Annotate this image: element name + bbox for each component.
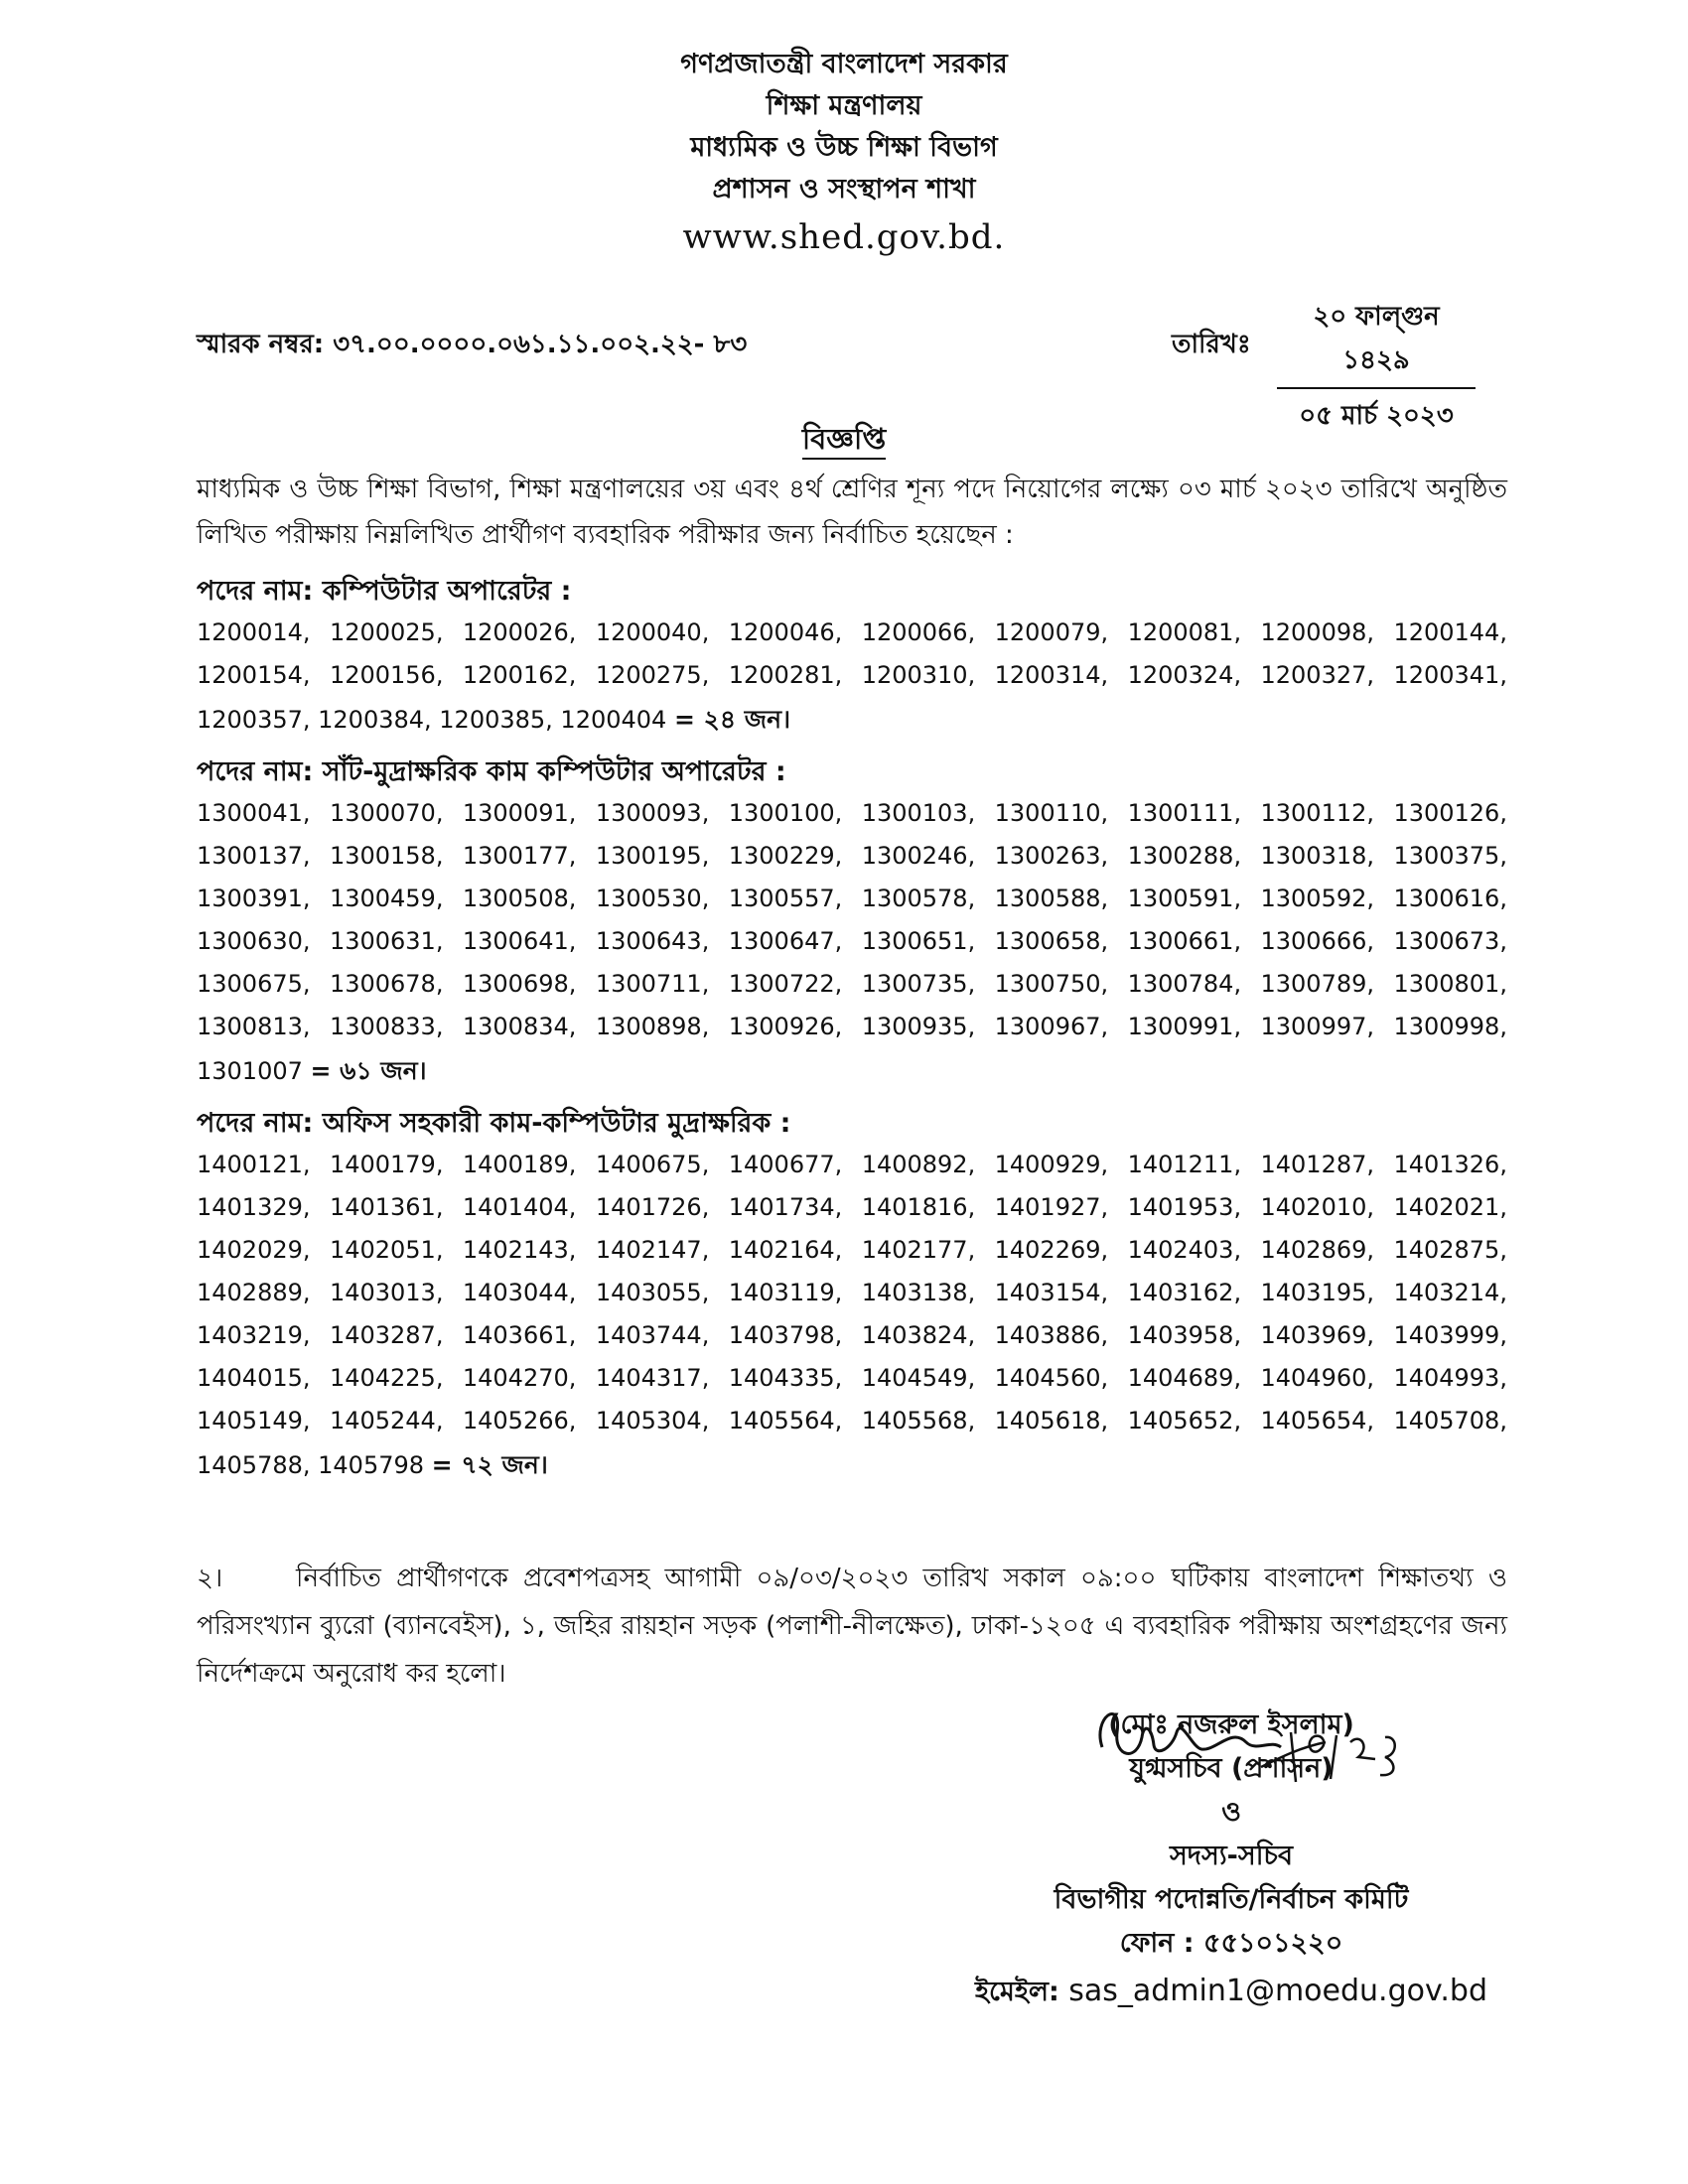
roll-number: 1401726, (595, 1193, 710, 1221)
roll-number: 1300100, (728, 799, 843, 827)
roll-number: 1300658, (994, 927, 1109, 955)
roll-number: 1300459, (329, 885, 444, 912)
roll-number: 1401211, (1127, 1151, 1242, 1178)
roll-number: 1300750, (994, 970, 1109, 998)
roll-number: 1402164, (728, 1236, 843, 1264)
roll-number-row (197, 1400, 1507, 1442)
roll-number: 1404560, (994, 1364, 1109, 1392)
roll-number: 1300833, (329, 1013, 444, 1040)
roll-number: 1403013, (329, 1279, 444, 1306)
roll-number-row (197, 835, 1507, 878)
roll-number-row (197, 612, 1507, 654)
roll-number: 1402010, (1260, 1193, 1375, 1221)
roll-number: 1300898, (595, 1013, 710, 1040)
roll-number: 1401816, (861, 1193, 976, 1221)
roll-number: 1300641, (462, 927, 577, 955)
letterhead (0, 44, 1688, 262)
roll-number: 1300834, (462, 1013, 577, 1040)
roll-number: 1405564, (728, 1407, 843, 1434)
notice-title-text: বিজ্ঞপ্তি (802, 422, 886, 460)
post-sections (197, 572, 1507, 1488)
roll-number: 1300070, (329, 799, 444, 827)
roll-number: 1300318, (1260, 842, 1375, 870)
notice-body (197, 467, 1507, 1488)
roll-number: 1300935, (861, 1013, 976, 1040)
signatory-committee: বিভাগীয় পদোন্নতি/নির্বাচন কমিটি (1054, 1884, 1409, 1915)
roll-number: 1300110, (994, 799, 1109, 827)
roll-number: 1300091, (462, 799, 577, 827)
roll-number: 1300288, (1127, 842, 1242, 870)
roll-number: 1200162, (462, 661, 577, 689)
roll-number: 1300711, (595, 970, 710, 998)
roll-number: 1405244, (329, 1407, 444, 1434)
roll-number-row (197, 1272, 1507, 1314)
roll-number: 1200144, (1393, 618, 1507, 646)
candidate-count: = ৭২ জন। (431, 1450, 548, 1479)
roll-number: 1300375, (1393, 842, 1507, 870)
ministry-name: শিক্ষা মন্ত্রণালয় (766, 90, 922, 121)
roll-number: 1200341, (1393, 661, 1507, 689)
roll-number: 1401953, (1127, 1193, 1242, 1221)
roll-number-last-row (197, 697, 1507, 743)
roll-number: 1300041, (197, 799, 311, 827)
roll-number: 1403214, (1393, 1279, 1507, 1306)
roll-number: 1300673, (1393, 927, 1507, 955)
roll-number-row (197, 963, 1507, 1006)
roll-number: 1300813, (197, 1013, 311, 1040)
roll-number: 1200098, (1260, 618, 1375, 646)
roll-number: 1400675, (595, 1151, 710, 1178)
roll-number-tail: 1405788, 1405798 (197, 1451, 425, 1479)
roll-number-row (197, 1229, 1507, 1272)
roll-number: 1405568, (861, 1407, 976, 1434)
roll-number: 1300592, (1260, 885, 1375, 912)
date-bangla: ২০ ফাল্গুন ১৪২৯ (1277, 296, 1476, 389)
roll-number: 1405654, (1260, 1407, 1375, 1434)
roll-number-tail: 1200357, 1200384, 1200385, 1200404 (197, 706, 667, 734)
roll-number: 1200025, (329, 618, 444, 646)
government-name: গণপ্রজাতন্ত্রী বাংলাদেশ সরকার (680, 49, 1008, 79)
roll-number: 1300926, (728, 1013, 843, 1040)
roll-number: 1402143, (462, 1236, 577, 1264)
roll-number: 1300991, (1127, 1013, 1242, 1040)
roll-number: 1200046, (728, 618, 843, 646)
roll-number: 1300508, (462, 885, 577, 912)
roll-number: 1200066, (861, 618, 976, 646)
roll-number: 1300158, (329, 842, 444, 870)
roll-number: 1200324, (1127, 661, 1242, 689)
roll-number: 1403824, (861, 1321, 976, 1349)
roll-number-row (197, 654, 1507, 697)
roll-number: 1404960, (1260, 1364, 1375, 1392)
roll-number: 1404335, (728, 1364, 843, 1392)
branch-name: প্রশাসন ও সংস্থাপন শাখা (712, 174, 976, 205)
roll-number: 1403287, (329, 1321, 444, 1349)
roll-number: 1200281, (728, 661, 843, 689)
roll-number: 1300263, (994, 842, 1109, 870)
roll-number: 1401329, (197, 1193, 311, 1221)
roll-number: 1300126, (1393, 799, 1507, 827)
roll-number: 1300530, (595, 885, 710, 912)
roll-number: 1403044, (462, 1279, 577, 1306)
roll-number: 1300801, (1393, 970, 1507, 998)
post-section (197, 572, 1507, 743)
roll-number: 1400189, (462, 1151, 577, 1178)
roll-number: 1200026, (462, 618, 577, 646)
roll-number: 1400892, (861, 1151, 976, 1178)
roll-number: 1401404, (462, 1193, 577, 1221)
roll-number: 1402875, (1393, 1236, 1507, 1264)
roll-number: 1403055, (595, 1279, 710, 1306)
paragraph-number: ২। (197, 1564, 223, 1593)
roll-number: 1405304, (595, 1407, 710, 1434)
roll-number: 1401927, (994, 1193, 1109, 1221)
candidate-count: = ৬১ জন। (310, 1056, 427, 1085)
roll-number: 1405708, (1393, 1407, 1507, 1434)
instruction-paragraph (197, 1555, 1507, 1698)
roll-number: 1401361, (329, 1193, 444, 1221)
roll-number: 1300137, (197, 842, 311, 870)
roll-number: 1300998, (1393, 1013, 1507, 1040)
roll-number: 1400121, (197, 1151, 311, 1178)
roll-number: 1404549, (861, 1364, 976, 1392)
roll-number: 1200275, (595, 661, 710, 689)
roll-number-row (197, 1186, 1507, 1229)
roll-number: 1200327, (1260, 661, 1375, 689)
roll-number-row (197, 792, 1507, 835)
roll-number: 1300631, (329, 927, 444, 955)
roll-number: 1403138, (861, 1279, 976, 1306)
roll-number-row (197, 1144, 1507, 1186)
roll-number: 1402021, (1393, 1193, 1507, 1221)
roll-number: 1300588, (994, 885, 1109, 912)
post-heading: পদের নাম: সাঁট-মুদ্রাক্ষরিক কাম কম্পিউটার অপারেটর : (197, 756, 786, 787)
roll-number: 1300112, (1260, 799, 1375, 827)
email-label: ইমেইল: (974, 1977, 1059, 2007)
roll-number: 1402869, (1260, 1236, 1375, 1264)
signatory-phone: ফোন : ৫৫১০১২২০ (1119, 1928, 1343, 1959)
roll-number: 1405618, (994, 1407, 1109, 1434)
roll-number-tail: 1301007 (197, 1057, 303, 1085)
roll-number: 1300789, (1260, 970, 1375, 998)
intro-paragraph: মাধ্যমিক ও উচ্চ শিক্ষা বিভাগ, শিক্ষা মন্ত্রণালয়ের ৩য় এবং ৪র্থ শ্রেণির শূন্য পদে নিয়োগের লক্ষ্যে ০৩ মার্চ ২০২৩ তারিখে অনুষ্ঠিত লিখিত পরীক্ষায় নিম্নলিখিত প্রার্থীগণ ব্যবহারিক পরীক্ষার জন্য নির্বাচিত হয়েছেন : (197, 475, 1507, 550)
roll-number-row (197, 878, 1507, 920)
roll-number: 1403219, (197, 1321, 311, 1349)
roll-number-last-row (197, 1048, 1507, 1094)
signatory-role: সদস্য-সচিব (1169, 1841, 1294, 1871)
roll-number: 1300735, (861, 970, 976, 998)
roll-number: 1200154, (197, 661, 311, 689)
roll-number: 1300722, (728, 970, 843, 998)
roll-number: 1200040, (595, 618, 710, 646)
memo-number: স্মারক নম্বর: ৩৭.০০.০০০০.০৬১.১১.০০২.২২- ৮৩ (197, 330, 748, 359)
notice-title (0, 417, 1688, 466)
roll-number: 1300093, (595, 799, 710, 827)
roll-number-last-row (197, 1442, 1507, 1488)
roll-number: 1404317, (595, 1364, 710, 1392)
roll-number: 1200079, (994, 618, 1109, 646)
roll-number: 1400179, (329, 1151, 444, 1178)
division-name: মাধ্যমিক ও উচ্চ শিক্ষা বিভাগ (690, 132, 998, 163)
signatory-designation: যুগ্মসচিব (প্রশাসন) (1129, 1753, 1334, 1784)
candidate-count: = ২৪ জন। (673, 705, 791, 734)
roll-number: 1402889, (197, 1279, 311, 1306)
roll-number: 1403119, (728, 1279, 843, 1306)
roll-number: 1401734, (728, 1193, 843, 1221)
roll-number: 1403195, (1260, 1279, 1375, 1306)
roll-number: 1403744, (595, 1321, 710, 1349)
roll-number: 1200014, (197, 618, 311, 646)
roll-number: 1200081, (1127, 618, 1242, 646)
roll-number: 1300391, (197, 885, 311, 912)
roll-number: 1402051, (329, 1236, 444, 1264)
post-heading: পদের নাম: অফিস সহকারী কাম-কম্পিউটার মুদ্রাক্ষরিক : (197, 1108, 791, 1139)
roll-number: 1405149, (197, 1407, 311, 1434)
roll-number: 1300678, (329, 970, 444, 998)
roll-number: 1403154, (994, 1279, 1109, 1306)
roll-number: 1401326, (1393, 1151, 1507, 1178)
roll-number: 1300997, (1260, 1013, 1375, 1040)
roll-number: 1402177, (861, 1236, 976, 1264)
roll-number-row (197, 920, 1507, 963)
roll-number: 1404225, (329, 1364, 444, 1392)
roll-number: 1300578, (861, 885, 976, 912)
email-address[interactable]: sas_admin1@moedu.gov.bd (1068, 1974, 1488, 2008)
roll-number: 1300698, (462, 970, 577, 998)
post-heading: পদের নাম: কম্পিউটার অপারেটর : (197, 576, 572, 607)
roll-number: 1300675, (197, 970, 311, 998)
signatory-email-line (854, 1970, 1609, 2014)
roll-number: 1403798, (728, 1321, 843, 1349)
roll-number: 1200156, (329, 661, 444, 689)
roll-number: 1300177, (462, 842, 577, 870)
roll-number: 1403969, (1260, 1321, 1375, 1349)
roll-number: 1402269, (994, 1236, 1109, 1264)
website-url: www.shed.gov.bd. (682, 217, 1006, 257)
roll-number: 1300784, (1127, 970, 1242, 998)
roll-number-row (197, 1314, 1507, 1357)
roll-number: 1200310, (861, 661, 976, 689)
roll-number: 1404015, (197, 1364, 311, 1392)
roll-number: 1300630, (197, 927, 311, 955)
roll-number: 1300616, (1393, 885, 1507, 912)
roll-number: 1402403, (1127, 1236, 1242, 1264)
roll-number: 1300195, (595, 842, 710, 870)
roll-number: 1300647, (728, 927, 843, 955)
roll-number: 1402029, (197, 1236, 311, 1264)
roll-number: 1402147, (595, 1236, 710, 1264)
roll-number: 1404993, (1393, 1364, 1507, 1392)
roll-number: 1300651, (861, 927, 976, 955)
roll-number: 1404689, (1127, 1364, 1242, 1392)
roll-number: 1405266, (462, 1407, 577, 1434)
roll-number: 1403958, (1127, 1321, 1242, 1349)
roll-number-row (197, 1357, 1507, 1400)
roll-number: 1403886, (994, 1321, 1109, 1349)
signatory-conjunction: ও (1221, 1797, 1241, 1828)
roll-number: 1401287, (1260, 1151, 1375, 1178)
signatory-name: (মোঃ নজরুল ইসলাম) (1108, 1709, 1354, 1740)
post-section (197, 752, 1507, 1094)
roll-number: 1403999, (1393, 1321, 1507, 1349)
roll-number: 1300666, (1260, 927, 1375, 955)
roll-number: 1200314, (994, 661, 1109, 689)
post-section (197, 1104, 1507, 1488)
date-label: তারিখঃ (1172, 330, 1251, 359)
roll-number: 1403661, (462, 1321, 577, 1349)
roll-number: 1300229, (728, 842, 843, 870)
roll-number: 1300643, (595, 927, 710, 955)
roll-number: 1400677, (728, 1151, 843, 1178)
roll-number: 1300103, (861, 799, 976, 827)
roll-number: 1300111, (1127, 799, 1242, 827)
roll-number-row (197, 1006, 1507, 1048)
roll-number: 1300246, (861, 842, 976, 870)
roll-number: 1300591, (1127, 885, 1242, 912)
roll-number: 1405652, (1127, 1407, 1242, 1434)
roll-number: 1403162, (1127, 1279, 1242, 1306)
roll-number: 1300967, (994, 1013, 1109, 1040)
instruction-text: নির্বাচিত প্রার্থীগণকে প্রবেশপত্রসহ আগামী ০৯/০৩/২০২৩ তারিখ সকাল ০৯:০০ ঘটিকায় বাংলাদেশ শিক্ষাতথ্য ও পরিসংখ্যান ব্যুরো (ব্যানবেইস), ১, জহির রায়হান সড়ক (পলাশী-নীলক্ষেত), ঢাকা-১২০৫ এ ব্যবহারিক পরীক্ষায় অংশগ্রহণের জন্য নির্দেশক্রমে অনুরোধ কর হলো। (197, 1564, 1507, 1689)
signatory-block (854, 1704, 1609, 2014)
roll-number: 1300557, (728, 885, 843, 912)
roll-number: 1404270, (462, 1364, 577, 1392)
date-gregorian: ০৫ মার্চ ২০২৩ (1299, 401, 1454, 431)
roll-number: 1300661, (1127, 927, 1242, 955)
roll-number: 1400929, (994, 1151, 1109, 1178)
